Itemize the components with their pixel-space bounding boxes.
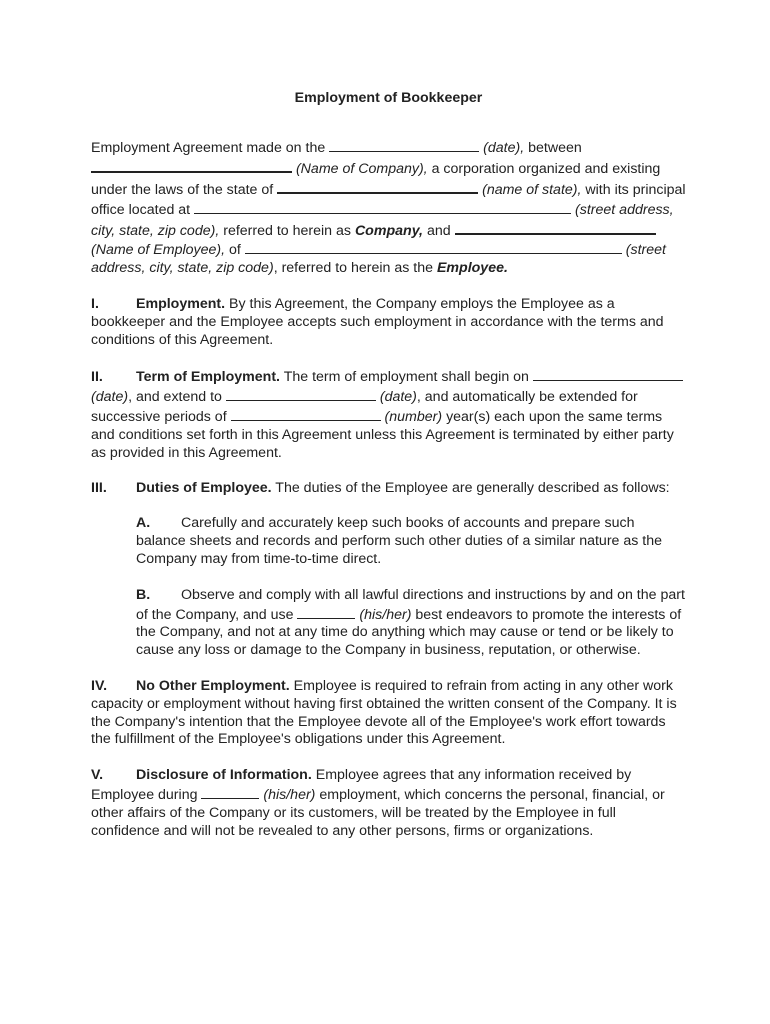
address-hint: (street address, city, state, zip code),: [91, 201, 674, 239]
section-number: IV.: [91, 677, 108, 694]
section-text: employment, which concerns the personal, financial, or other affairs of the Company or its customers, will be treated by the Employee in full confidence and will not be revealed to any other persons, firms or organizations.: [91, 786, 665, 839]
subsection-a: [136, 515, 686, 569]
section-term-of-employment: [91, 367, 686, 463]
subsection-text: Observe and comply with all lawful directions and instructions by and on the part of the Company, and use: [136, 586, 685, 623]
section-text: year(s) each upon the same terms and conditions set forth in this Agreement unless this Agreement is terminated by either party as provided in this Agreement.: [91, 408, 674, 461]
employee-address-hint: (street address, city, state, zip code): [91, 242, 666, 277]
intro-text-6: and: [426, 222, 451, 239]
number-hint: (number): [384, 408, 443, 425]
subsection-number: B.: [136, 586, 151, 603]
end-date-blank[interactable]: [226, 387, 376, 401]
date-blank[interactable]: [329, 138, 479, 152]
company-name-blank[interactable]: [91, 158, 292, 173]
section-number: I.: [91, 295, 99, 312]
employee-term: Employee.: [436, 260, 508, 277]
section-text: By this Agreement, the Company employs the Employee as a bookkeeper and the Employee accepts such employment in accordance with the terms and conditions of this Agreement.: [91, 295, 664, 348]
intro-text-1: Employment Agreement made on the: [91, 139, 326, 156]
section-no-other-employment: [91, 678, 686, 750]
section-number: II.: [91, 368, 103, 385]
end-date-hint: (date): [379, 388, 417, 405]
intro-text-2: between: [528, 139, 582, 156]
subsection-text: best endeavors to promote the interests of the Company, and not at any time do anything which may cause or tend or be likely to cause any loss or damage to the Company in business, reputation, or otherwise.: [136, 606, 682, 659]
section-heading: Term of Employment.: [136, 368, 280, 385]
section-text: The duties of the Employee are generally described as follows:: [275, 480, 670, 496]
intro-paragraph: [91, 138, 686, 278]
intro-text-3: a corporation organized and existing under the laws of the state of: [91, 160, 661, 198]
section-text: Employee is required to refrain from acting in any other work capacity or employment without having first obtained the written consent of the Company. It is the Company's intention that the Employee devote all of the Employee's work effort towards the fulfillment of the Employee's obligations under this Agreement.: [91, 677, 677, 748]
intro-text-5: referred to herein as: [223, 222, 351, 239]
document-page: [91, 90, 686, 858]
pronoun-blank[interactable]: [297, 605, 355, 619]
section-heading: No Other Employment.: [136, 677, 290, 694]
section-number: III.: [91, 480, 107, 496]
address-blank[interactable]: [194, 200, 571, 214]
section-text: , and extend to: [128, 388, 222, 405]
pronoun-hint: (his/her): [359, 606, 412, 623]
section-disclosure-of-information: [91, 767, 686, 841]
subsection-text: Carefully and accurately keep such books of accounts and prepare such balance sheets and records and perform such other duties of a similar nature as the Company may from time-to-time direct.: [136, 515, 663, 568]
company-term: Company,: [354, 222, 423, 239]
start-date-hint: (date): [91, 388, 129, 405]
pronoun-hint: (his/her): [263, 786, 316, 803]
section-heading: Employment.: [136, 295, 226, 312]
start-date-blank[interactable]: [533, 367, 683, 381]
date-hint: (date),: [483, 139, 525, 156]
section-text: , and automatically be extended for successive periods of: [91, 388, 638, 425]
pronoun-blank[interactable]: [201, 785, 259, 799]
state-hint: (name of state),: [482, 181, 582, 198]
section-heading: Disclosure of Information.: [136, 766, 312, 783]
employee-name-blank[interactable]: [455, 220, 656, 235]
subsection-b: [136, 587, 686, 661]
employee-name-hint: (Name of Employee),: [91, 242, 226, 259]
section-heading: Duties of Employee.: [136, 480, 272, 496]
section-duties-of-employee: [91, 480, 686, 498]
intro-text-7: of: [229, 242, 241, 259]
company-name-hint: (Name of Company),: [295, 160, 428, 177]
state-blank[interactable]: [277, 179, 478, 194]
section-employment: [91, 296, 686, 350]
document-title: Employment of Bookkeeper: [294, 90, 483, 106]
employee-address-blank[interactable]: [245, 240, 622, 254]
section-number: V.: [91, 766, 104, 783]
section-text: Employee agrees that any information received by Employee during: [91, 766, 632, 803]
subsection-number: A.: [136, 515, 151, 532]
intro-text-4: with its principal office located at: [91, 181, 686, 218]
intro-text-8: , referred to herein as the: [273, 260, 433, 277]
section-text: The term of employment shall begin on: [283, 368, 529, 385]
number-blank[interactable]: [231, 407, 381, 421]
